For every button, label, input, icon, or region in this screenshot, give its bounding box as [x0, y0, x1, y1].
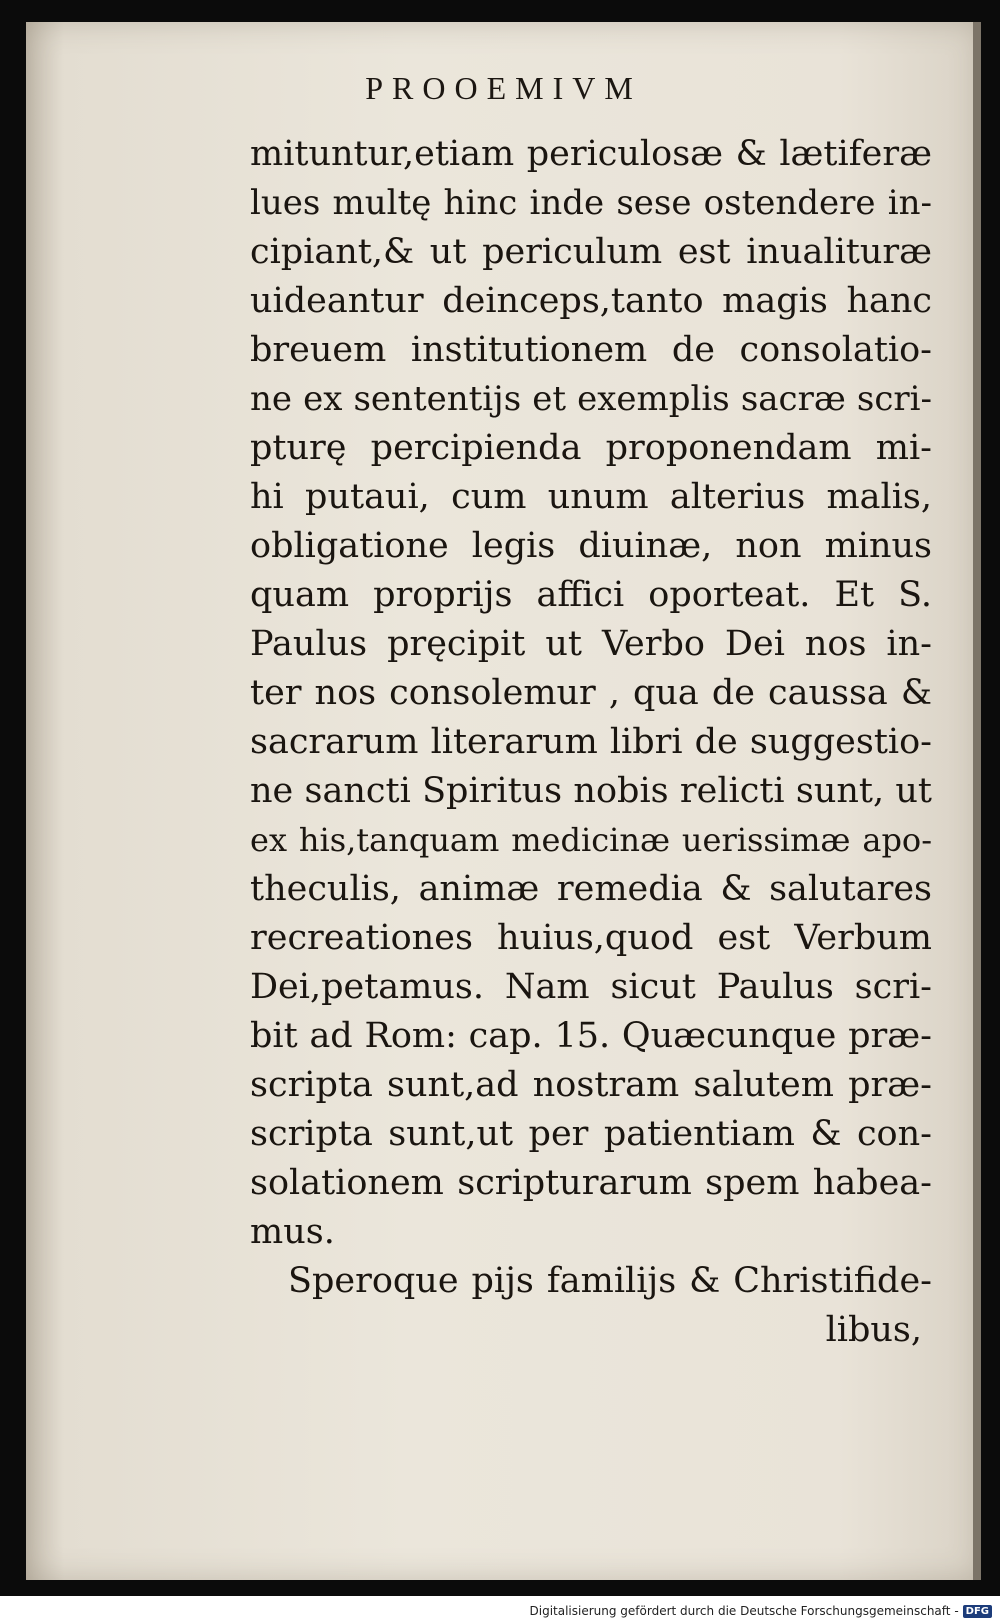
running-head: PROOEMIVM — [365, 70, 642, 106]
text-line: pturę percipienda proponendam mi- — [250, 428, 932, 468]
text-line: obligatione legis diuinæ, non minus — [250, 526, 932, 566]
text-line: breuem institutionem de consolatio- — [250, 330, 932, 370]
text-line: sacrarum literarum libri de suggestio- — [250, 722, 932, 762]
digitization-credit — [530, 1604, 993, 1618]
text-line: hi putaui, cum unum alterius malis, — [250, 477, 932, 517]
text-line: uideantur deinceps,tanto magis hanc — [250, 281, 932, 321]
text-line: mus. — [250, 1212, 335, 1252]
text-line: scripta sunt,ut per patientiam & con- — [250, 1114, 932, 1154]
text-line: ex his,tanquam medicinæ uerissimæ apo- — [250, 821, 932, 859]
credit-text: Digitalisierung gefördert durch die Deutsche Forschungsgemeinschaft - — [529, 1604, 959, 1618]
text-line: mituntur,etiam periculosæ & lætiferæ — [250, 134, 932, 174]
text-line: cipiant,& ut periculum est inualituræ — [250, 232, 932, 272]
text-line: theculis, animæ remedia & salutares — [250, 869, 932, 909]
dfg-logo: DFG — [963, 1605, 992, 1618]
book-page — [26, 22, 981, 1580]
text-line: quam proprijs affici oporteat. Et S. — [250, 575, 932, 615]
text-line: solationem scripturarum spem habea- — [250, 1163, 932, 1203]
page-edge — [973, 22, 981, 1580]
body-text — [250, 130, 932, 1355]
text-line: ne ex sententijs et exemplis sacræ scri- — [250, 379, 932, 419]
text-line: Paulus pręcipit ut Verbo Dei nos in- — [250, 624, 932, 664]
text-line: ter nos consolemur , qua de caussa & — [250, 673, 932, 713]
text-line: ne sancti Spiritus nobis relicti sunt, ut — [250, 771, 932, 811]
text-line: scripta sunt,ad nostram salutem præ- — [250, 1065, 932, 1105]
text-line: Dei,petamus. Nam sicut Paulus scri- — [250, 967, 932, 1007]
paragraph-start-line: Speroque pijs familijs & Christifide- — [288, 1261, 932, 1301]
text-line: lues multę hinc inde sese ostendere in- — [250, 183, 932, 223]
text-line: recreationes huius,quod est Verbum — [250, 918, 932, 958]
text-line: bit ad Rom: cap. 15. Quæcunque præ- — [250, 1016, 932, 1056]
catchword: libus, — [825, 1310, 922, 1350]
